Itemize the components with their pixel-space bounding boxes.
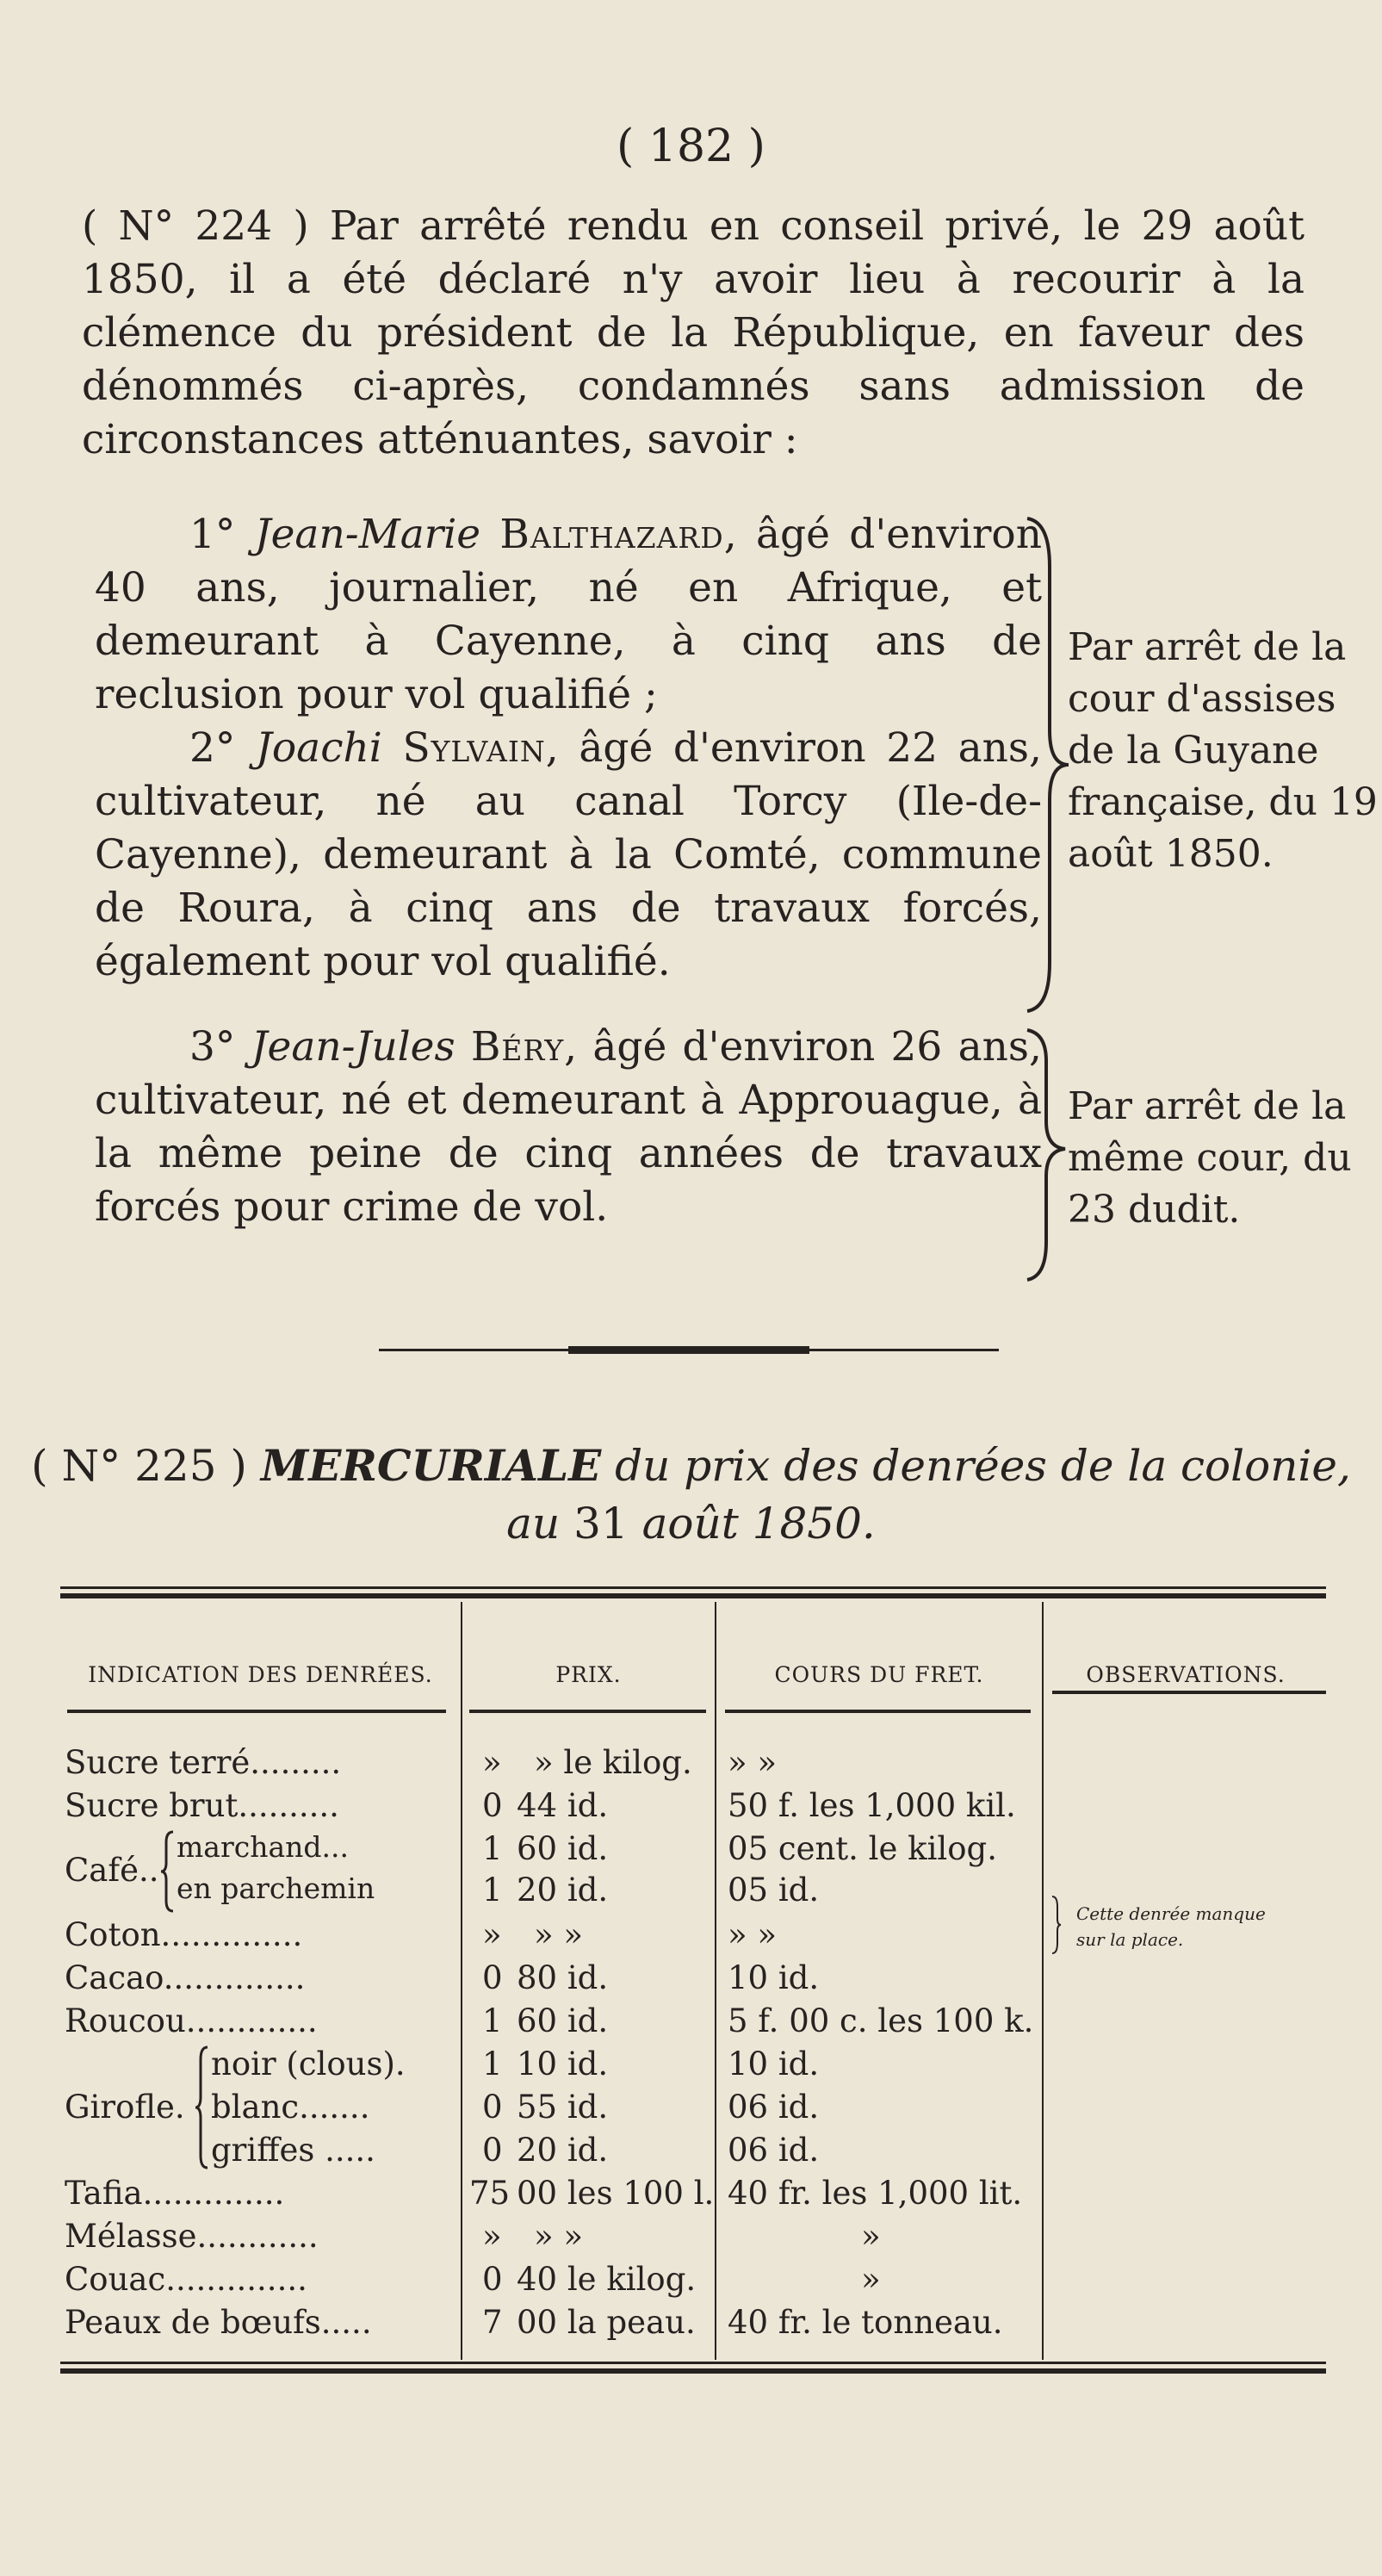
decision-225-title: ( N° 225 ) MERCURIALE du prix des denrées de la colonie, bbox=[31, 1440, 1351, 1491]
decision-225-date: au 31 août 1850. bbox=[506, 1499, 876, 1549]
document-page: ( 182 ) ( N° 224 ) Par arrêté rendu en conseil privé, le 29 août 1850, il a été déclaré n'y avoir lieu à recourir à la clémence du président de la République, en faveur des dénommés ci-après, condamnés sans admission de circonstances atténuantes, savoir : 1° Jean-Marie Balthazard, âgé d'environ 40 ans, journalier, né en Afrique, et demeurant à Cayenne, à cinq ans de reclusion pour vol qualifié ; 2° Joachi Sylvain, âgé d'environ 22 ans, cultivateur, né au canal Torcy (Ile-de-Cayenne), demeurant à la Comté, commune de Roura, à cinq ans de travaux forcés, également pour vol qualifié. Par arrêt de la cour d'assises de la Guyane française, du 19 août 1850. 3° Jean-Jules Béry, âgé d'environ 26 ans, cultivateur, né et demeurant à Approuague, à la même peine de cinq années de travaux forcés pour crime de vol. Par arrêt de la même cour, du 23 dudit. ( N° 225 ) MERCURIALE du prix des denrées de la colonie, au 31 août 1850. INDICATION DES DENRÉES. PRIX. COURS DU FRET. OBSERVATIONS. Sucre terré......... » » le kilog. » » Sucre brut.......... 0 44 id. 50 f. les 1,000 kil. Café.. marchand... 1 60 id. 05 cent. le kilog. en parchemin 1 20 id. 05 id. Coton.............. » » » » » Cette denrée manque sur la place. Cacao.............. 0 80 id. 10 id. Roucou............. 1 60 id. 5 f. 00 c. les 100 k. Girofle. noir (clous). 1 10 id. 10 id. blanc....... 0 55 id. 06 id. griffes ..... 0 20 id. 06 id. Tafia.............. 75 00 les 100 l. 40 fr. les 1,000 lit. Mélasse............ » » » » Couac.............. 0 40 le kilog. » Peaux de bœufs..... 7 00 la peau. 40 fr. le tonneau. bbox=[0, 0, 1382, 2576]
person-3: 3° Jean-Jules Béry, âgé d'environ 26 ans, cultivateur, né et demeurant à Approuague, à la même peine de cinq années de travaux forcés pour crime de vol. bbox=[95, 1023, 1042, 1231]
table-row: blanc....... bbox=[211, 2089, 370, 2126]
header-underline bbox=[469, 1710, 706, 1713]
girofle-brace bbox=[194, 2045, 211, 2170]
separator-rule-thick bbox=[568, 1346, 809, 1354]
table-row: Roucou............. bbox=[65, 2002, 318, 2039]
header-prix: PRIX. bbox=[555, 1662, 622, 1687]
observation-brace bbox=[1050, 1895, 1063, 1955]
cafe-brace bbox=[159, 1830, 177, 1913]
brace-2-note: Par arrêt de la même cour, du 23 dudit. bbox=[1068, 1084, 1352, 1232]
table-row: marchand... bbox=[177, 1830, 349, 1864]
column-divider bbox=[1042, 1602, 1044, 2360]
table-row: Sucre brut.......... bbox=[65, 1787, 339, 1824]
header-observations: OBSERVATIONS. bbox=[1086, 1662, 1286, 1687]
observation-line-2: sur la place. bbox=[1076, 1929, 1184, 1950]
table-top-rule-thick bbox=[60, 1593, 1326, 1598]
page-number: ( 182 ) bbox=[617, 121, 765, 172]
decision-224-intro bbox=[82, 200, 1305, 467]
header-denrees: INDICATION DES DENRÉES. bbox=[88, 1662, 433, 1687]
table-row: Couac.............. bbox=[65, 2261, 307, 2298]
table-row: griffes ..... bbox=[211, 2132, 375, 2169]
cafe-label: Café.. bbox=[65, 1852, 159, 1889]
table-bottom-rule-thick bbox=[60, 2368, 1326, 2374]
column-divider bbox=[461, 1602, 462, 2360]
header-underline bbox=[1052, 1691, 1326, 1694]
decision-number: ( N° 224 ) bbox=[82, 202, 309, 250]
column-divider bbox=[715, 1602, 716, 2360]
table-row: Mélasse............ bbox=[65, 2218, 319, 2255]
person-2: 2° Joachi Sylvain, âgé d'environ 22 ans, cultivateur, né au canal Torcy (Ile-de-Cayenne), demeurant à la Comté, commune de Roura, à cinq ans de travaux forcés, également pour vol qualifié. bbox=[95, 724, 1042, 985]
decision-number: ( N° 225 ) bbox=[31, 1441, 247, 1491]
table-row: noir (clous). bbox=[211, 2045, 406, 2083]
person-1: 1° Jean-Marie Balthazard, âgé d'environ 40 ans, journalier, né en Afrique, et demeurant à Cayenne, à cinq ans de reclusion pour vol qualifié ; bbox=[95, 511, 1042, 718]
table-row: en parchemin bbox=[177, 1871, 375, 1905]
header-fret: COURS DU FRET. bbox=[774, 1662, 984, 1687]
brace-1-note: Par arrêt de la cour d'assises de la Guyane française, du 19 août 1850. bbox=[1068, 625, 1378, 876]
observation-line-1: Cette denrée manque bbox=[1076, 1903, 1266, 1924]
girofle-label: Girofle. bbox=[65, 2089, 185, 2126]
table-bottom-rule bbox=[60, 2362, 1326, 2364]
persons-1-2 bbox=[95, 508, 1042, 989]
intro-text: Par arrêté rendu en conseil privé, le 29 août 1850, il a été déclaré n'y avoir lieu à recourir à la clémence du président de la République, en faveur des dénommés ci-après, condamnés sans admission de circonstances atténuantes, savoir : bbox=[82, 202, 1305, 463]
table-row: Tafia.............. bbox=[65, 2175, 285, 2212]
header-underline bbox=[725, 1710, 1031, 1713]
table-row: Peaux de bœufs..... bbox=[65, 2304, 372, 2341]
header-underline bbox=[67, 1710, 446, 1713]
table-top-rule bbox=[60, 1586, 1326, 1589]
table-row: Cacao.............. bbox=[65, 1959, 306, 1996]
table-row: Coton.............. bbox=[65, 1916, 303, 1953]
table-row: Sucre terré......... bbox=[65, 1744, 342, 1781]
